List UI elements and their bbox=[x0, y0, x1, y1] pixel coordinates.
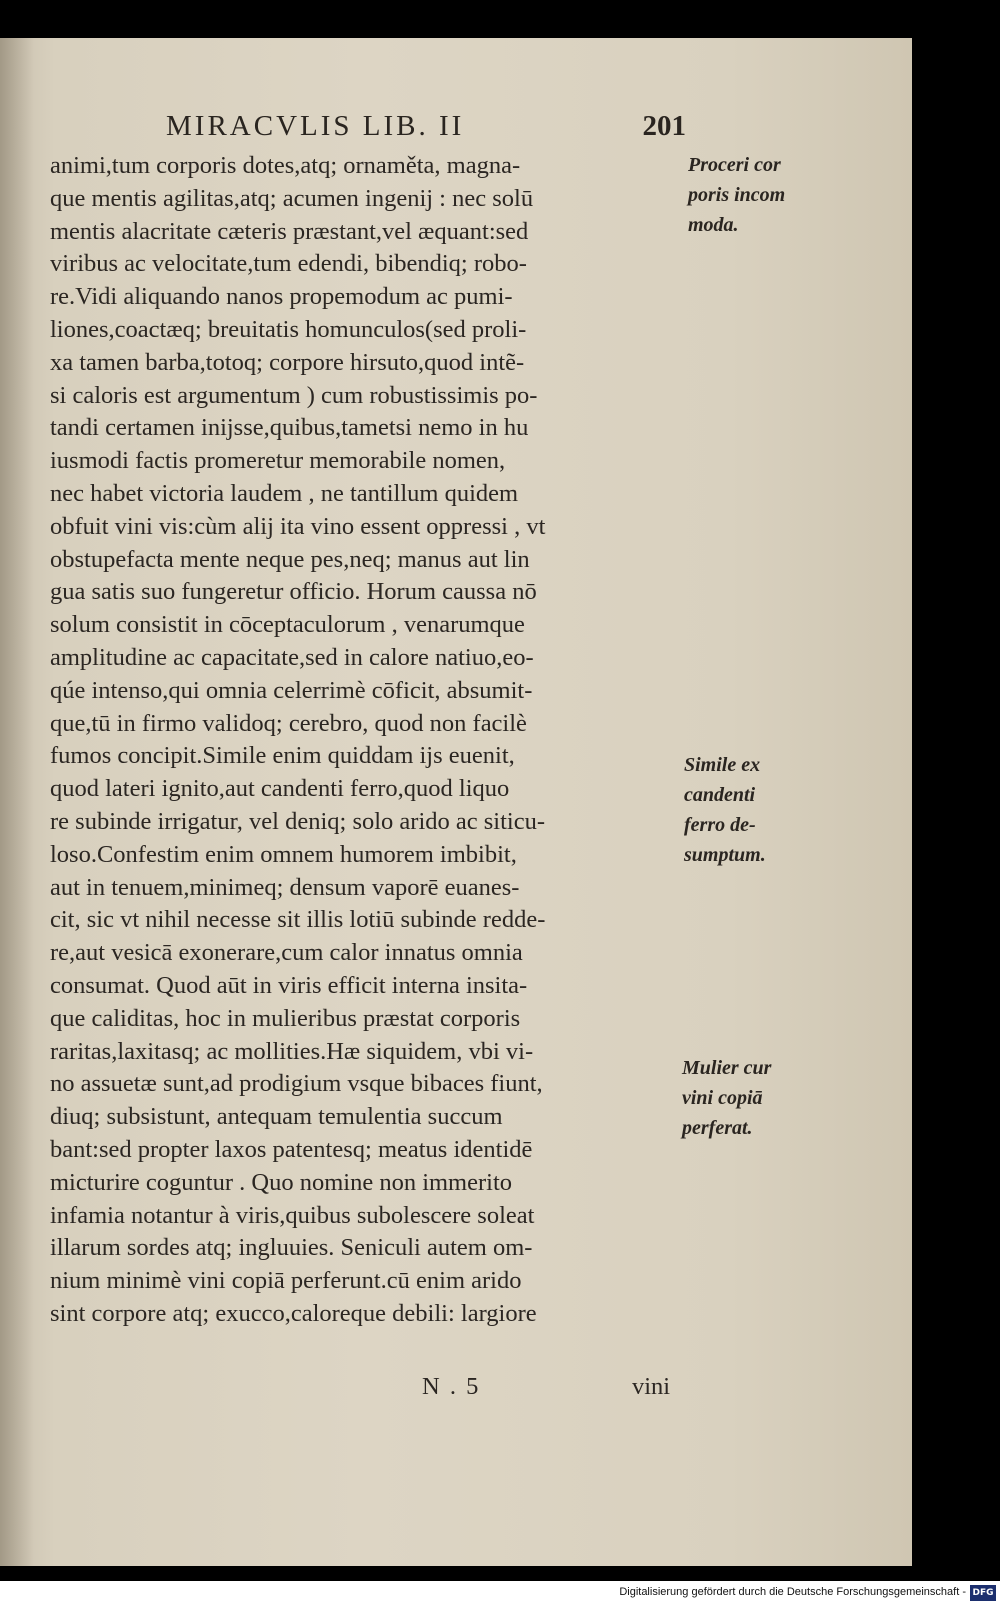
text-line: sint corpore atq; exucco,caloreque debili: largiore bbox=[50, 1299, 537, 1327]
digitization-credit-bar bbox=[0, 1581, 1000, 1607]
text-line: viribus ac velocitate,tum edendi, bibendiq; robo- bbox=[50, 250, 527, 278]
text-line: solum consistit in cōceptaculorum , venarumque bbox=[50, 611, 525, 639]
margin-note-line: Mulier cur bbox=[682, 1057, 772, 1079]
text-line: que caliditas, hoc in mulieribus præstat corporis bbox=[50, 1004, 521, 1032]
signature-mark: N . 5 bbox=[422, 1373, 481, 1400]
text-line: obstupefacta mente neque pes,neq; manus aut lin bbox=[50, 545, 530, 573]
text-line: nium minimè vini copiā perferunt.cū enim arido bbox=[50, 1267, 522, 1295]
text-line: obfuit vini vis:cùm alij ita vino essent oppressi , vt bbox=[50, 512, 546, 540]
text-line: mentis alacritate cæteris præstant,vel æquant:sed bbox=[50, 217, 529, 245]
text-line: fumos concipit.Simile enim quiddam ijs euenit, bbox=[50, 742, 515, 770]
text-line: que,tū in firmo validoq; cerebro, quod non facilè bbox=[50, 709, 527, 737]
margin-note-line: Proceri cor bbox=[688, 154, 781, 176]
text-line: illarum sordes atq; ingluuies. Seniculi autem om- bbox=[50, 1234, 533, 1262]
margin-note-line: vini copiā bbox=[682, 1087, 763, 1109]
text-line: infamia notantur à viris,quibus subolescere soleat bbox=[50, 1201, 535, 1229]
margin-note-line: poris incom bbox=[688, 184, 786, 206]
margin-note-line: perferat. bbox=[682, 1117, 753, 1139]
margin-note-line: candenti bbox=[684, 784, 756, 806]
margin-note-line: moda. bbox=[688, 214, 739, 236]
margin-note-simile bbox=[684, 750, 766, 870]
page-number: 201 bbox=[642, 110, 686, 142]
book-page bbox=[0, 38, 912, 1566]
text-line: re subinde irrigatur, vel deniq; solo arido ac siticu- bbox=[50, 807, 546, 835]
running-head: MIRACVLIS LIB. II bbox=[166, 110, 465, 142]
text-line: que mentis agilitas,atq; acumen ingenij : nec solū bbox=[50, 184, 534, 212]
digitization-credit: Digitalisierung gefördert durch die Deutsche Forschungsgemeinschaft - bbox=[619, 1586, 966, 1598]
text-line: re,aut vesicā exonerare,cum calor innatus omnia bbox=[50, 939, 523, 967]
text-line: diuq; subsistunt, antequam temulentia succum bbox=[50, 1103, 503, 1131]
text-line: tandi certamen inijsse,quibus,tametsi nemo in hu bbox=[50, 414, 529, 442]
margin-note-line: ferro de- bbox=[684, 814, 756, 836]
main-text-block bbox=[50, 150, 684, 1331]
text-line: cit, sic vt nihil necesse sit illis lotiū subinde redde- bbox=[50, 906, 546, 934]
text-line: xa tamen barba,totoq; corpore hirsuto,quod intẽ- bbox=[50, 348, 525, 376]
margin-note-proceri bbox=[688, 150, 785, 240]
text-line: bant:sed propter laxos patentesq; meatus identidē bbox=[50, 1135, 533, 1163]
text-line: iusmodi factis promeretur memorabile nomen, bbox=[50, 447, 506, 475]
margin-note-line: sumptum. bbox=[684, 844, 766, 866]
text-line: gua satis suo fungeretur officio. Horum caussa nō bbox=[50, 578, 537, 606]
page-header bbox=[166, 110, 686, 150]
text-line: raritas,laxitasq; ac mollities.Hæ siquidem, vbi vi- bbox=[50, 1037, 534, 1065]
margin-note-line: Simile ex bbox=[684, 754, 761, 776]
text-line: nec habet victoria laudem , ne tantillum quidem bbox=[50, 479, 519, 507]
text-line: quod lateri ignito,aut candenti ferro,quod liquo bbox=[50, 775, 510, 803]
text-line: no assuetæ sunt,ad prodigium vsque bibaces fiunt, bbox=[50, 1070, 543, 1098]
dfg-logo-icon: DFG bbox=[970, 1585, 996, 1601]
text-line: micturire coguntur . Quo nomine non immerito bbox=[50, 1168, 513, 1196]
text-line: consumat. Quod aūt in viris efficit interna insita- bbox=[50, 971, 528, 999]
text-line: si caloris est argumentum ) cum robustissimis po- bbox=[50, 381, 538, 409]
margin-note-mulier bbox=[682, 1053, 771, 1143]
text-line: aut in tenuem,minimeq; densum vaporē euanes- bbox=[50, 873, 520, 901]
catchword: vini bbox=[632, 1373, 671, 1400]
text-line: re.Vidi aliquando nanos propemodum ac pumi- bbox=[50, 283, 513, 311]
text-line: qúe intenso,qui omnia celerrimè cōficit, absumit- bbox=[50, 676, 533, 704]
text-line: amplitudine ac capacitate,sed in calore natiuo,eo- bbox=[50, 643, 534, 671]
text-line: liones,coactæq; breuitatis homunculos(sed proli- bbox=[50, 315, 527, 343]
text-line: animi,tum corporis dotes,atq; ornaměta, magna- bbox=[50, 152, 521, 179]
text-line: loso.Confestim enim omnem humorem imbibit, bbox=[50, 840, 517, 868]
